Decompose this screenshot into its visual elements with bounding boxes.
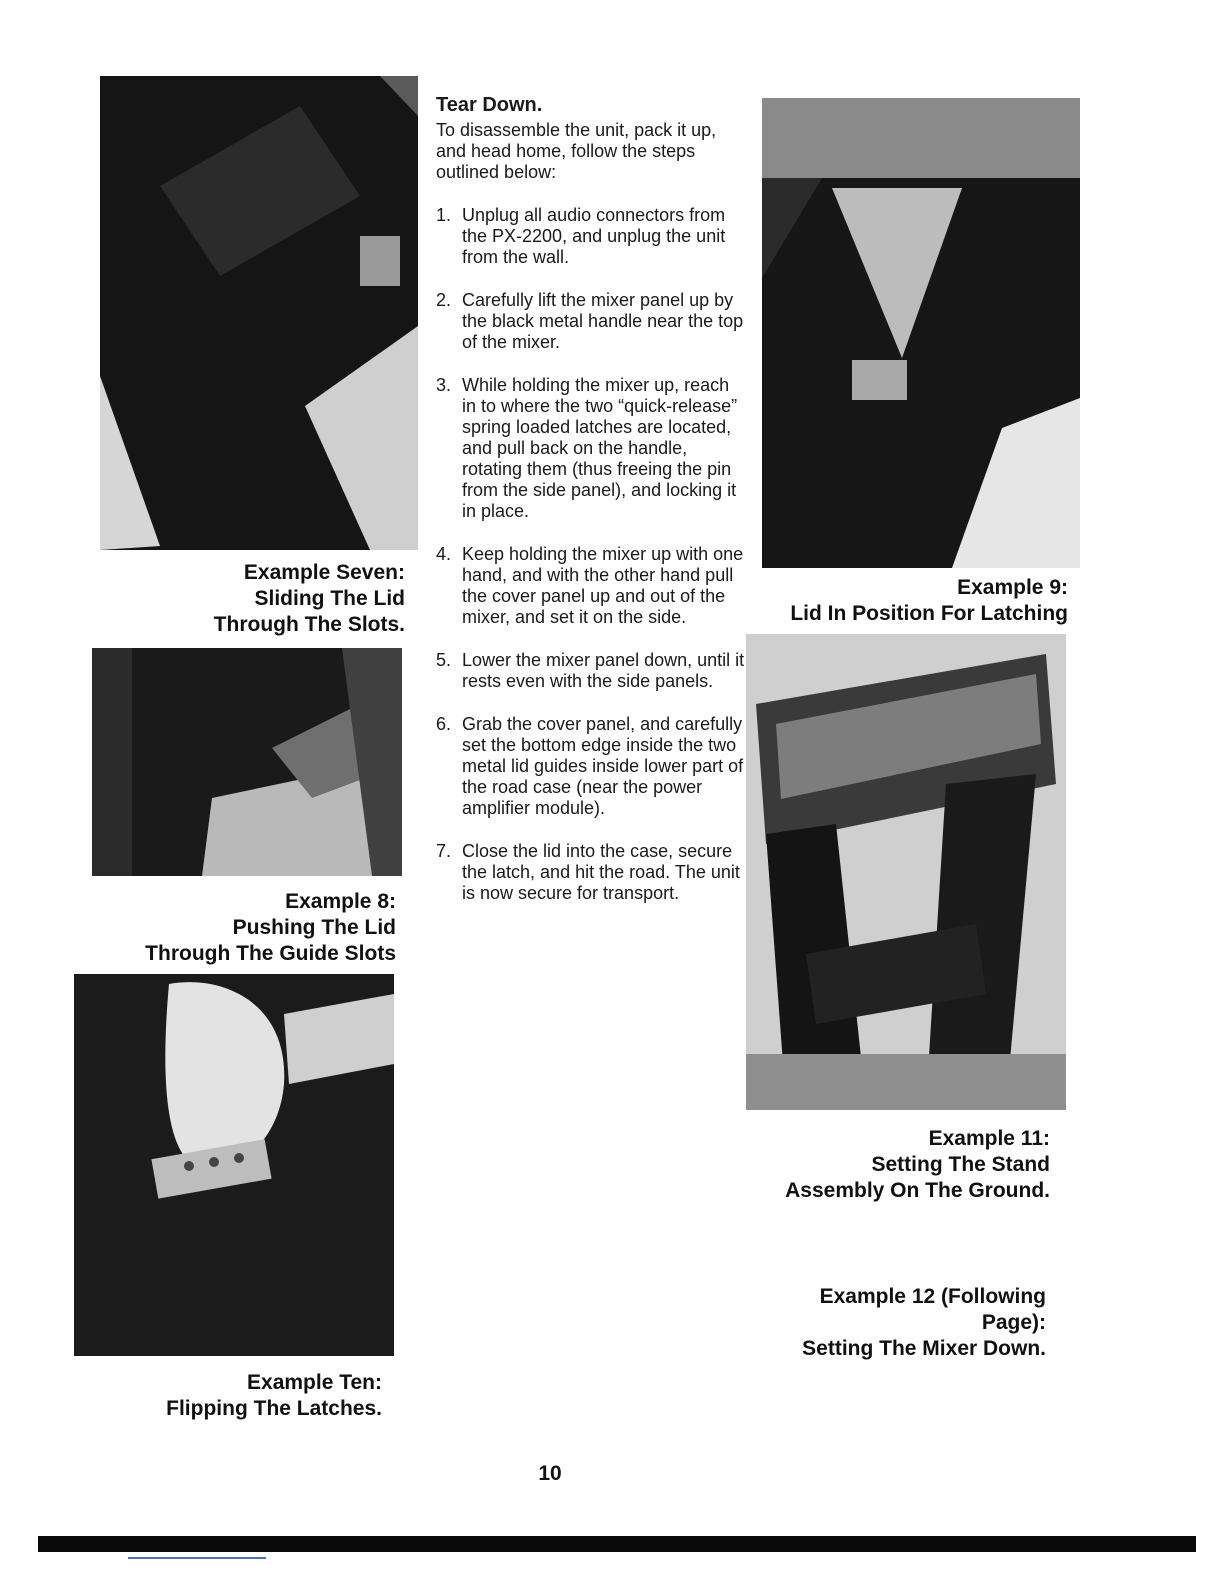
- step-number: 1.: [436, 205, 452, 225]
- photo-example-eleven: [746, 634, 1066, 1110]
- step-text: Close the lid into the case, secure the latch, and hit the road. The unit is now secure for transport.: [462, 841, 740, 903]
- caption-example-eleven: Example 11: Setting The Stand Assembly On The Ground.: [785, 1127, 1050, 1202]
- step-4: [436, 544, 746, 628]
- step-2: [436, 290, 746, 353]
- step-text: Unplug all audio connectors from the PX-2200, and unplug the unit from the wall.: [462, 205, 726, 267]
- step-3: [436, 375, 746, 522]
- photo-example-ten: [74, 974, 394, 1356]
- step-number: 2.: [436, 290, 452, 310]
- caption-example-ten: Example Ten: Flipping The Latches.: [166, 1371, 382, 1420]
- section-heading: Tear Down.: [436, 94, 543, 116]
- caption-example-seven: Example Seven: Sliding The Lid Through The Slots.: [213, 561, 405, 636]
- step-text: Lower the mixer panel down, until it rests even with the side panels.: [462, 650, 745, 691]
- photo-example-nine: [762, 98, 1080, 568]
- step-number: 6.: [436, 714, 452, 734]
- bottom-bar: [38, 1536, 1196, 1552]
- caption-example-eight: Example 8: Pushing The Lid Through The Guide Slots: [145, 890, 396, 965]
- step-5: [436, 650, 746, 692]
- caption-example-twelve: Example 12 (Following Page): Setting The Mixer Down.: [802, 1285, 1046, 1360]
- step-number: 3.: [436, 375, 452, 395]
- step-text: Carefully lift the mixer panel up by the black metal handle near the top of the mixer.: [462, 290, 744, 352]
- step-1: [436, 205, 746, 268]
- step-text: Keep holding the mixer up with one hand, and with the other hand pull the cover panel up and out of the mixer, and set it on the side.: [462, 544, 744, 627]
- step-text: Grab the cover panel, and carefully set the bottom edge inside the two metal lid guides inside lower part of the road case (near the power amplifier module).: [462, 714, 744, 818]
- step-7: [436, 841, 746, 904]
- step-number: 4.: [436, 544, 452, 564]
- step-6: [436, 714, 746, 819]
- tear-down-section: [436, 95, 746, 926]
- step-text: While holding the mixer up, reach in to where the two “quick-release” spring loaded latches are located, and pull back on the handle, rotating them (thus freeing the pin from the side panel), and locking it in place.: [462, 375, 738, 521]
- page-number: 10: [538, 1462, 562, 1485]
- photo-example-seven: [100, 76, 418, 550]
- caption-example-nine: Example 9: Lid In Position For Latching: [790, 576, 1068, 625]
- step-number: 7.: [436, 841, 452, 861]
- photo-example-eight: [92, 648, 402, 876]
- section-intro: To disassemble the unit, pack it up, and head home, follow the steps outlined below:: [436, 120, 717, 182]
- step-number: 5.: [436, 650, 452, 670]
- bottom-underline: [128, 1557, 266, 1559]
